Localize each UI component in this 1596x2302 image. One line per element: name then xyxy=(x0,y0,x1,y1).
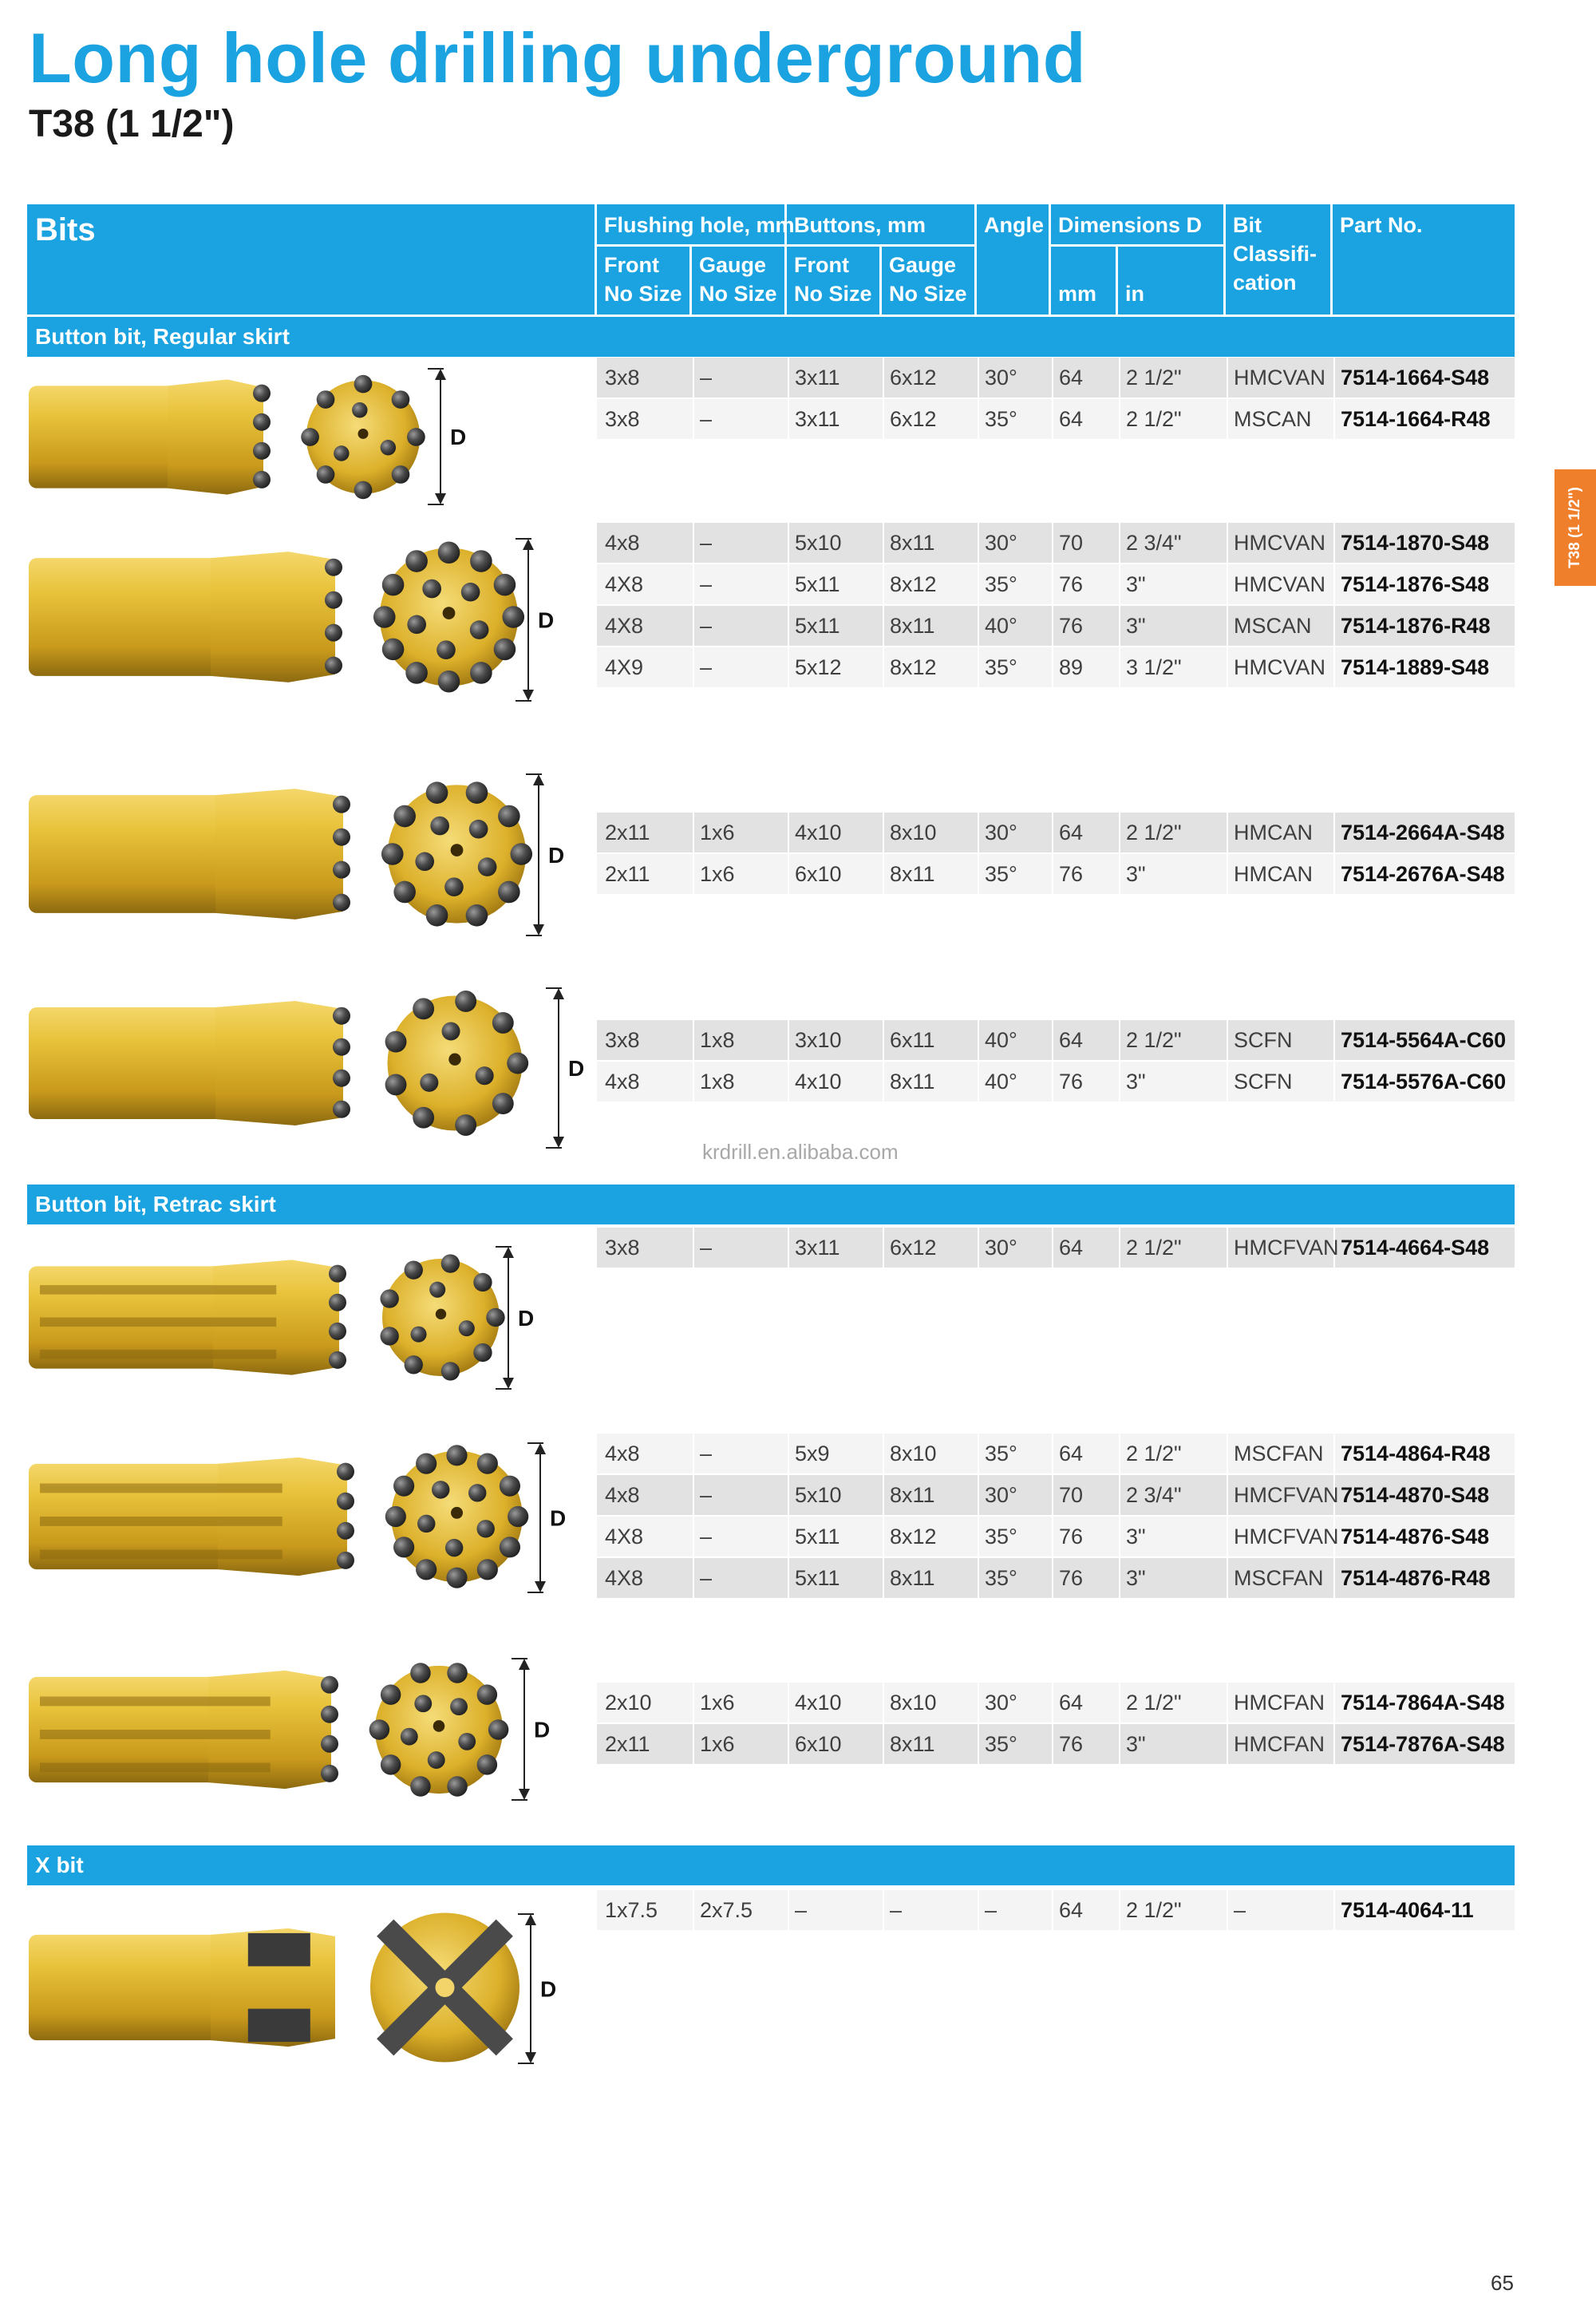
part-number-cell: 7514-1889-S48 xyxy=(1341,655,1490,679)
table-cell: 4X8 xyxy=(605,614,644,638)
table-cell: MSCAN xyxy=(1234,614,1312,638)
dimension-label: D xyxy=(550,1505,567,1531)
table-cell: 64 xyxy=(1059,821,1084,844)
table-row xyxy=(597,1683,1515,1723)
table-cell: 8x11 xyxy=(890,1566,935,1590)
part-number-cell: 7514-4664-S48 xyxy=(1341,1236,1490,1260)
part-number-cell: 7514-4870-S48 xyxy=(1341,1483,1490,1507)
page-number: 65 xyxy=(1491,2271,1514,2295)
table-cell: 30° xyxy=(985,1236,1017,1260)
table-cell: 64 xyxy=(1059,407,1084,431)
table-cell: 70 xyxy=(1059,1483,1084,1507)
section-retrac-skirt: Button bit, Retrac skirt xyxy=(27,1185,1515,1224)
table-cell: 3" xyxy=(1126,572,1146,596)
part-number-cell: 7514-1664-R48 xyxy=(1341,407,1491,431)
table-cell: 5x11 xyxy=(795,1566,840,1590)
bit-side-view xyxy=(29,1928,335,2047)
table-cell: 8x11 xyxy=(890,531,935,555)
table-row xyxy=(597,399,1515,439)
header-buttons: Buttons, mm xyxy=(794,213,926,237)
table-cell: 3" xyxy=(1126,1070,1146,1094)
table-cell: – xyxy=(700,366,713,390)
table-row xyxy=(597,564,1515,604)
bit-illustration xyxy=(24,363,598,527)
header-btn-gauge-2: No Size xyxy=(889,282,967,306)
bit-face-view xyxy=(369,1663,509,1796)
header-bit-class-3: cation xyxy=(1233,271,1297,295)
header-bit-class-2: Classifi- xyxy=(1233,242,1317,266)
table-cell: 89 xyxy=(1059,655,1084,679)
table-cell: 76 xyxy=(1059,614,1084,638)
table-cell: 4x10 xyxy=(795,1691,842,1715)
header-dimensions: Dimensions D xyxy=(1058,213,1203,237)
table-cell: SCFN xyxy=(1234,1028,1293,1052)
bit-face-view xyxy=(380,1254,504,1380)
table-cell: MSCAN xyxy=(1234,407,1312,431)
table-row xyxy=(597,606,1515,646)
part-number-cell: 7514-1664-S48 xyxy=(1341,366,1490,390)
table-cell: 6x12 xyxy=(890,366,937,390)
bit-face-view xyxy=(385,991,529,1136)
dimension-label: D xyxy=(518,1306,535,1331)
table-cell: HMCFAN xyxy=(1234,1732,1325,1756)
part-number-cell: 7514-2664A-S48 xyxy=(1341,821,1505,844)
table-cell: 64 xyxy=(1059,1028,1084,1052)
bit-face-view xyxy=(370,1913,519,2063)
table-cell: 35° xyxy=(985,1525,1017,1549)
dimension-arrow xyxy=(527,1443,566,1592)
side-tab: T38 (1 1/2") xyxy=(1555,469,1596,586)
header-bits: Bits xyxy=(35,212,96,247)
table-cell: 3 1/2" xyxy=(1126,655,1182,679)
table-cell: 2x11 xyxy=(605,821,650,844)
table-cell: – xyxy=(890,1898,903,1922)
table-cell: 3" xyxy=(1126,614,1146,638)
table-cell: 4x8 xyxy=(605,1442,640,1465)
table-cell: HMCVAN xyxy=(1234,655,1326,679)
table-cell: 3x8 xyxy=(605,407,640,431)
bit-side-view xyxy=(29,1001,350,1125)
dimension-label: D xyxy=(548,843,565,868)
part-number-cell: 7514-5576A-C60 xyxy=(1341,1070,1507,1094)
table-cell: 2x11 xyxy=(605,862,650,886)
table-cell: – xyxy=(700,572,713,596)
table-cell: HMCVAN xyxy=(1234,366,1326,390)
table-cell: HMCFAN xyxy=(1234,1691,1325,1715)
table-cell: – xyxy=(700,1442,713,1465)
table-cell: HMCVAN xyxy=(1234,531,1326,555)
bit-illustration xyxy=(24,1654,598,1821)
table-cell: 76 xyxy=(1059,1525,1084,1549)
table-cell: 4x10 xyxy=(795,1070,842,1094)
bit-side-view xyxy=(29,789,350,920)
table-cell: – xyxy=(700,614,713,638)
dimension-arrow xyxy=(512,1659,550,1800)
table-cell: – xyxy=(700,407,713,431)
table-cell: 40° xyxy=(985,1028,1017,1052)
table-cell: 6x10 xyxy=(795,862,842,886)
table-cell: 8x11 xyxy=(890,614,935,638)
header-btn-front-2: No Size xyxy=(794,282,872,306)
table-cell: 4x8 xyxy=(605,1070,640,1094)
part-number-cell: 7514-7864A-S48 xyxy=(1341,1691,1505,1715)
table-cell: 1x6 xyxy=(700,821,735,844)
page-title: Long hole drilling underground xyxy=(29,18,1087,97)
table-cell: 5x9 xyxy=(795,1442,830,1465)
table-cell: 5x10 xyxy=(795,531,842,555)
part-number-cell: 7514-7876A-S48 xyxy=(1341,1732,1505,1756)
table-cell: – xyxy=(700,1525,713,1549)
table-cell: 2x10 xyxy=(605,1691,652,1715)
table-cell: 1x8 xyxy=(700,1028,735,1052)
table-row xyxy=(597,854,1515,894)
table-cell: 70 xyxy=(1059,531,1084,555)
table-cell: – xyxy=(700,1483,713,1507)
table-cell: HMCAN xyxy=(1234,821,1313,844)
table-cell: 3x11 xyxy=(795,366,840,390)
table-cell: 8x10 xyxy=(890,1691,937,1715)
table-cell: 2 1/2" xyxy=(1126,1898,1182,1922)
bit-face-view xyxy=(385,1445,529,1588)
table-cell: 35° xyxy=(985,655,1017,679)
table-cell: 4x10 xyxy=(795,821,842,844)
table-cell: 64 xyxy=(1059,1691,1084,1715)
table-cell: 2 1/2" xyxy=(1126,1028,1182,1052)
header-flushing: Flushing hole, mm xyxy=(604,213,795,237)
table-cell: 1x7.5 xyxy=(605,1898,658,1922)
table-cell: 8x11 xyxy=(890,1483,935,1507)
part-number-cell: 7514-4876-R48 xyxy=(1341,1566,1491,1590)
table-cell: 8x11 xyxy=(890,1070,935,1094)
table-cell: 30° xyxy=(985,1691,1017,1715)
bit-face-view xyxy=(301,375,425,500)
page-subtitle: T38 (1 1/2") xyxy=(29,103,235,145)
table-row xyxy=(597,1062,1515,1102)
header-mm: mm xyxy=(1058,282,1097,306)
table-cell: MSCFAN xyxy=(1234,1442,1324,1465)
table-cell: 6x12 xyxy=(890,1236,937,1260)
table-cell: 2 1/2" xyxy=(1126,1236,1182,1260)
bit-illustration xyxy=(24,770,598,954)
table-row xyxy=(597,1724,1515,1764)
table-cell: 8x10 xyxy=(890,821,937,844)
table-cell: 2 1/2" xyxy=(1126,366,1182,390)
table-cell: 30° xyxy=(985,1483,1017,1507)
table-cell: 3x11 xyxy=(795,407,840,431)
dimension-label: D xyxy=(538,607,555,633)
table-row xyxy=(597,1558,1515,1598)
table-cell: 1x6 xyxy=(700,1732,735,1756)
table-cell: – xyxy=(700,531,713,555)
part-number-cell: 7514-4864-R48 xyxy=(1341,1442,1491,1465)
table-cell: 3" xyxy=(1126,862,1146,886)
table-cell: 3" xyxy=(1126,1525,1146,1549)
table-cell: 35° xyxy=(985,1732,1017,1756)
table-row xyxy=(597,1434,1515,1473)
table-cell: 2 1/2" xyxy=(1126,821,1182,844)
table-cell: 3x8 xyxy=(605,366,640,390)
dimension-label: D xyxy=(450,425,467,449)
part-number-cell: 7514-1876-S48 xyxy=(1341,572,1490,596)
table-cell: 35° xyxy=(985,1566,1017,1590)
bit-side-view xyxy=(29,552,342,682)
table-cell: 2 1/2" xyxy=(1126,1442,1182,1465)
table-cell: 8x12 xyxy=(890,655,937,679)
table-cell: HMCAN xyxy=(1234,862,1313,886)
table-cell: 64 xyxy=(1059,1442,1084,1465)
header-flush-gauge-1: Gauge xyxy=(699,253,767,277)
table-cell: 6x11 xyxy=(890,1028,935,1052)
table-cell: 6x12 xyxy=(890,407,937,431)
dimension-arrow xyxy=(518,1914,556,2063)
bit-face-view xyxy=(373,541,524,692)
header-bit-class-1: Bit xyxy=(1233,213,1262,237)
table-cell: 4X8 xyxy=(605,572,644,596)
header-part-no: Part No. xyxy=(1340,213,1423,237)
bit-illustration xyxy=(24,1244,598,1407)
table-cell: 30° xyxy=(985,531,1017,555)
part-number-cell: 7514-5564A-C60 xyxy=(1341,1028,1507,1052)
table-cell: 2 3/4" xyxy=(1126,1483,1182,1507)
table-cell: – xyxy=(700,1236,713,1260)
bit-illustration xyxy=(24,1912,598,2079)
bit-illustration xyxy=(24,533,598,717)
dimension-label: D xyxy=(568,1056,585,1081)
table-cell: SCFN xyxy=(1234,1070,1293,1094)
table-row xyxy=(597,1517,1515,1556)
table-cell: 5x11 xyxy=(795,1525,840,1549)
section-x-bit: X bit xyxy=(27,1845,1515,1885)
table-cell: HMCFVAN xyxy=(1234,1525,1339,1549)
table-cell: HMCFVAN xyxy=(1234,1483,1339,1507)
table-header xyxy=(27,204,1515,314)
dimension-arrow xyxy=(546,988,584,1148)
bit-side-view xyxy=(29,1458,354,1576)
table-cell: 5x11 xyxy=(795,572,840,596)
table-row xyxy=(597,813,1515,852)
dimension-label: D xyxy=(540,1976,557,2002)
header-flush-gauge-2: No Size xyxy=(699,282,777,306)
table-cell: 8x10 xyxy=(890,1442,937,1465)
table-cell: 35° xyxy=(985,572,1017,596)
part-number-cell: 7514-1876-R48 xyxy=(1341,614,1491,638)
table-cell: 8x11 xyxy=(890,1732,935,1756)
table-row xyxy=(597,358,1515,398)
table-cell: 3" xyxy=(1126,1732,1146,1756)
part-number-cell: 7514-2676A-S48 xyxy=(1341,862,1505,886)
bit-side-view xyxy=(29,1671,338,1789)
table-cell: 35° xyxy=(985,862,1017,886)
table-cell: 8x12 xyxy=(890,572,937,596)
table-cell: 76 xyxy=(1059,1566,1084,1590)
bit-side-view xyxy=(29,1260,346,1374)
table-cell: 4X9 xyxy=(605,655,644,679)
table-cell: 2x7.5 xyxy=(700,1898,753,1922)
table-cell: 2 1/2" xyxy=(1126,1691,1182,1715)
bit-face-view xyxy=(381,781,532,926)
table-cell: – xyxy=(700,655,713,679)
table-cell: 4x8 xyxy=(605,1483,640,1507)
table-cell: 8x12 xyxy=(890,1525,937,1549)
table-cell: 4X8 xyxy=(605,1566,644,1590)
table-cell: 3x10 xyxy=(795,1028,842,1052)
part-number-cell: 7514-1870-S48 xyxy=(1341,531,1490,555)
part-number-cell: 7514-4876-S48 xyxy=(1341,1525,1490,1549)
table-cell: – xyxy=(700,1566,713,1590)
table-cell: MSCFAN xyxy=(1234,1566,1324,1590)
header-flush-front-1: Front xyxy=(604,253,659,277)
table-cell: 30° xyxy=(985,366,1017,390)
table-cell: 8x11 xyxy=(890,862,935,886)
table-cell: 30° xyxy=(985,821,1017,844)
header-btn-front-1: Front xyxy=(794,253,849,277)
table-cell: – xyxy=(985,1898,998,1922)
table-cell: HMCVAN xyxy=(1234,572,1326,596)
table-cell: 64 xyxy=(1059,366,1084,390)
table-row xyxy=(597,647,1515,687)
table-cell: 64 xyxy=(1059,1236,1084,1260)
table-cell: 40° xyxy=(985,1070,1017,1094)
table-cell: 3x8 xyxy=(605,1236,640,1260)
table-cell: 3" xyxy=(1126,1566,1146,1590)
table-cell: 76 xyxy=(1059,1732,1084,1756)
table-cell: 2x11 xyxy=(605,1732,650,1756)
table-cell: 5x11 xyxy=(795,614,840,638)
table-row xyxy=(597,1475,1515,1515)
table-cell: 2 1/2" xyxy=(1126,407,1182,431)
table-cell: 35° xyxy=(985,1442,1017,1465)
table-cell: HMCFVAN xyxy=(1234,1236,1339,1260)
table-row xyxy=(597,1228,1515,1268)
table-row xyxy=(597,1890,1515,1930)
table-cell: 4X8 xyxy=(605,1525,644,1549)
table-cell: 3x8 xyxy=(605,1028,640,1052)
bit-side-view xyxy=(29,379,271,494)
table-cell: 1x6 xyxy=(700,1691,735,1715)
header-angle: Angle xyxy=(984,213,1045,237)
table-cell: 5x12 xyxy=(795,655,842,679)
header-flush-front-2: No Size xyxy=(604,282,682,306)
table-cell: 76 xyxy=(1059,1070,1084,1094)
table-cell: 64 xyxy=(1059,1898,1084,1922)
section-regular-skirt: Button bit, Regular skirt xyxy=(27,317,1515,357)
table-cell: 4x8 xyxy=(605,531,640,555)
bit-illustration xyxy=(24,983,598,1159)
table-cell: 1x8 xyxy=(700,1070,735,1094)
dimension-label: D xyxy=(534,1717,551,1742)
part-number-cell: 7514-4064-11 xyxy=(1341,1898,1474,1922)
watermark-text: krdrill.en.alibaba.com xyxy=(702,1140,899,1164)
table-cell: 76 xyxy=(1059,572,1084,596)
header-btn-gauge-1: Gauge xyxy=(889,253,957,277)
table-cell: – xyxy=(1234,1898,1246,1922)
dimension-arrow xyxy=(428,369,466,504)
table-row xyxy=(597,1020,1515,1060)
table-cell: 76 xyxy=(1059,862,1084,886)
table-cell: – xyxy=(795,1898,808,1922)
table-cell: 40° xyxy=(985,614,1017,638)
table-cell: 5x10 xyxy=(795,1483,842,1507)
table-cell: 3x11 xyxy=(795,1236,840,1260)
table-cell: 1x6 xyxy=(700,862,735,886)
table-cell: 35° xyxy=(985,407,1017,431)
table-cell: 6x10 xyxy=(795,1732,842,1756)
table-cell: 2 3/4" xyxy=(1126,531,1182,555)
bit-illustration xyxy=(24,1441,598,1608)
table-row xyxy=(597,523,1515,563)
header-in: in xyxy=(1125,282,1144,306)
